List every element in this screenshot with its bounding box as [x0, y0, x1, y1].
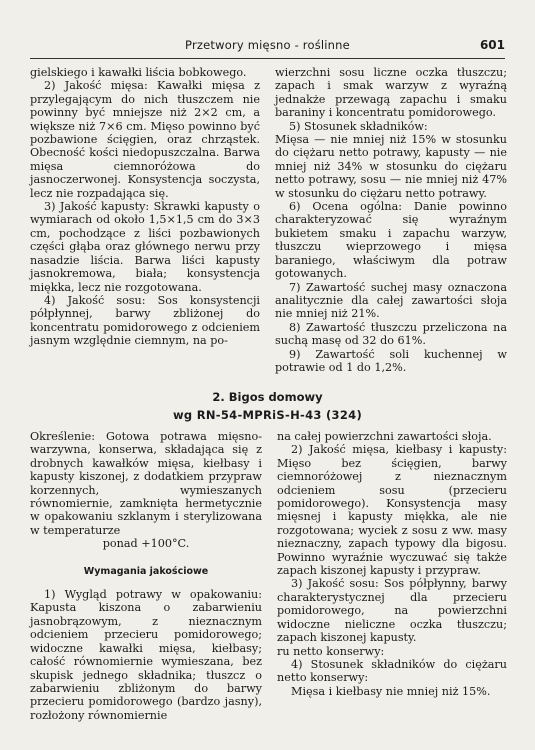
paragraph: 4) Jakość sosu: Sos konsystencji półpłynnej, barwy zbliżonej do koncentratu pomidorowego z odcieniem jasnym względnie ciemnym, na po-: [30, 293, 260, 348]
paragraph: 2) Jakość mięsa: Kawałki mięsa z przylegającym do nich tłuszczem nie powinny być mniejsze niż 2×2 cm, a większe niż 7×6 cm. Mięso powinno być pozbawione ścięgien, oraz chrząstek. Obecność kości niedopuszczalna. Barwa mięsa ciemnoróżowa do jasnoczerwonej. Konsystencja soczysta, lecz nie rozpadająca się.: [30, 79, 260, 200]
definition-paragraph: Określenie: Gotowa potrawa mięsno-warzywna, konserwa, składająca się z drobnych kawałków mięsa, kiełbasy i kapusty kiszonej, z dodatkiem przypraw korzennych, wymieszanych równomiernie, zamknięta hermetycznie w opakowaniu szklanym i sterylizowana w temperaturze: [30, 430, 262, 537]
paragraph: 4) Stosunek składników do ciężaru netto konserwy:: [277, 657, 507, 685]
paragraph: wierzchni sosu liczne oczka tłuszczu; zapach i smak warzyw z wyraźną jednakże przewagą zapachu i smaku baraniny i koncentratu pomidorowego.: [275, 66, 507, 120]
paragraph: 2) Jakość mięsa, kiełbasy i kapusty: Mięso bez ścięgien, barwy ciemnoróżowej z nieznacznym odcieniem sosu (przecieru pomidorowego). Konsystencja masy mięsnej i kapusty miękka, ale nie rozgotowana; wyciek z sosu z ww. masy nieznaczny, zapach typowy dla bigosu. Powinno wyraźnie wyczuwać się także zapach kiszonej kapusty i przypraw.: [277, 443, 507, 578]
page-header: [30, 38, 505, 59]
section-title: 2. Bigos domowy: [212, 390, 323, 404]
page-number: 601: [479, 38, 505, 52]
paragraph: 1) Wygląd potrawy w opakowaniu: Kapusta kiszona o zabarwieniu jasnobrązowym, z nieznacznym odcieniem przecieru pomidorowego; widoczne kawałki mięsa, kiełbasy; całość równomiernie wymieszana, bez skupisk jednego składnika; tłuszcz o zabarwieniu zbliżonym do barwy przecieru pomidorowego (bardzo jasny), rozłożony równomiernie: [30, 588, 262, 722]
paragraph: na całej powierzchni zawartości słoja.: [277, 430, 492, 443]
paragraph: 3) Jakość sosu: Sos półpłynny, barwy charakterystycznej dla przecieru pomidorowego, na powierzchni widoczne nieliczne oczka tłuszczu; zapach kiszonej kapusty.: [277, 577, 507, 645]
section-standard: wg RN-54-MPRiS-H-43 (324): [172, 408, 363, 422]
paragraph: 3) Jakość kapusty: Skrawki kapusty o wymiarach od około 1,5×1,5 cm do 3×3 cm, pochodzące z liści pozbawionych części głąba oraz głównego nerwu przy nasadzie liścia. Barwa liści kapusty jasnokremowa, biała; konsystencja miękka, lecz nie rozgotowana.: [30, 200, 260, 294]
paragraph: Mięsa i kiełbasy nie mniej niż 15%.: [291, 684, 491, 698]
temperature-line: ponad +100°C.: [102, 537, 190, 551]
paragraph: gielskiego i kawałki liścia bobkowego.: [30, 66, 247, 79]
paragraph: 6) Ocena ogólna: Danie powinno charakteryzować się wyraźnym bukietem smaku i zapachu warzyw, tłuszczu wieprzowego i mięsa baraniego, właściwym dla potraw gotowanych.: [275, 200, 507, 281]
paragraph: Mięsa — nie mniej niż 15% w stosunku do ciężaru netto potrawy, kapusty — nie mniej niż 34% w stosunku do ciężaru netto potrawy, sosu — nie mniej niż 47% w stosunku do ciężaru netto potrawy.: [275, 133, 507, 200]
paragraph: 8) Zawartość tłuszczu przeliczona na suchą masę od 32 do 61%.: [275, 320, 507, 348]
paragraph: 7) Zawartość suchej masy oznaczona analitycznie dla całej zawartości słoja nie mniej niż 21%.: [275, 280, 507, 321]
paragraph: ru netto konserwy:: [277, 644, 385, 658]
paragraph: 9) Zawartość soli kuchennej w potrawie od 1 do 1,2%.: [275, 347, 507, 374]
column-top-right: [275, 66, 507, 374]
paragraph: 5) Stosunek składników:: [289, 119, 428, 133]
column-bottom-right: [277, 430, 507, 698]
column-bottom-left: [30, 430, 262, 722]
running-title: Przetwory mięsno - roślinne: [185, 38, 350, 52]
column-top-left: [30, 66, 260, 348]
section-heading: [30, 390, 505, 423]
subheading: Wymagania jakościowe: [83, 565, 209, 577]
